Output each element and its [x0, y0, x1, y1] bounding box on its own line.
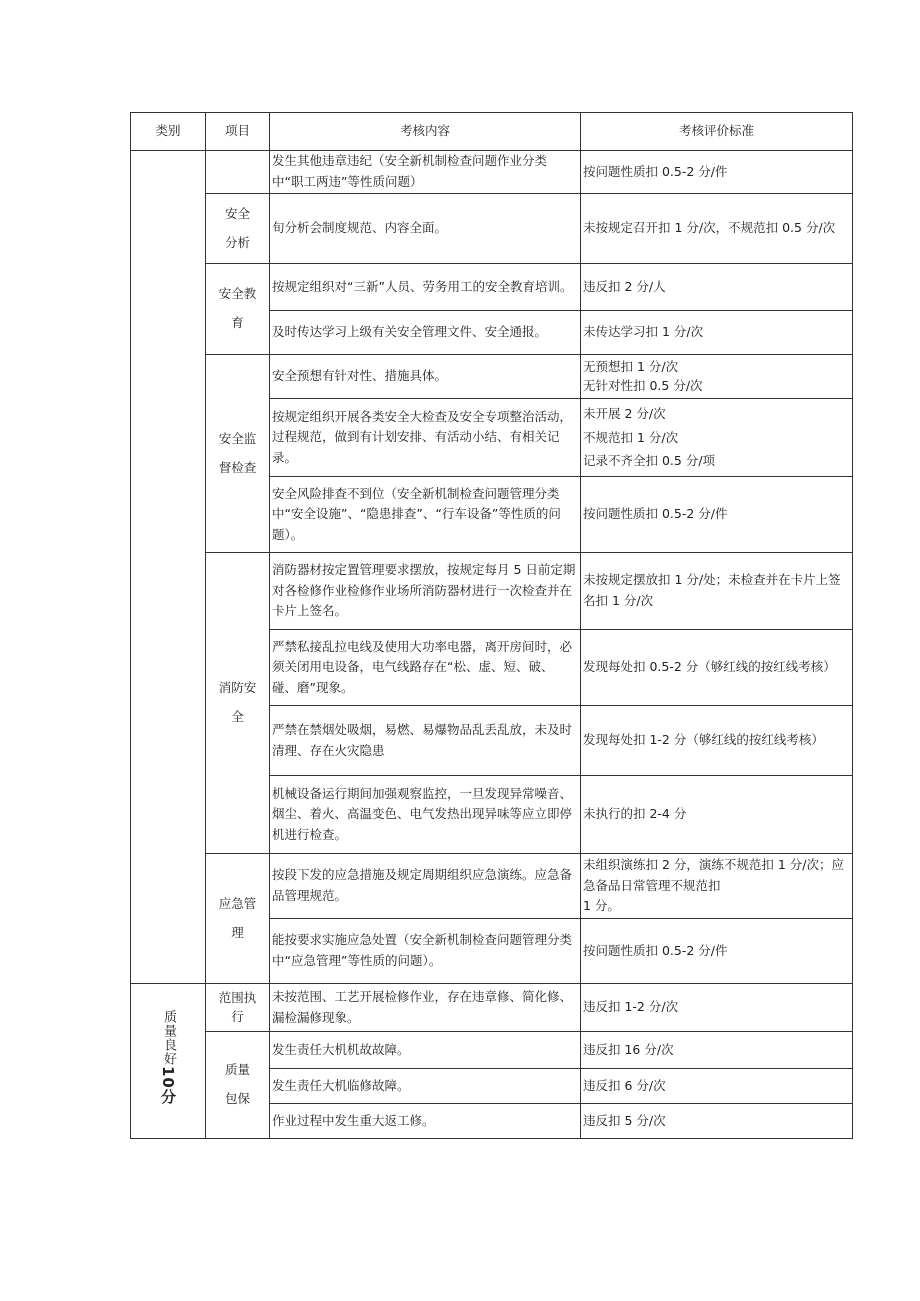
standard-cell: 无预想扣 1 分/次 无针对性扣 0.5 分/次	[581, 355, 853, 399]
table-row	[131, 151, 853, 194]
standard-cell: 违反扣 5 分/次	[581, 1104, 853, 1139]
content-cell: 严禁私接乱拉电线及使用大功率电器，离开房间时，必须关闭用电设备，电气线路存在“松、虚、短、破、碰、磨”现象。	[270, 630, 581, 706]
standard-cell: 未开展 2 分/次 不规范扣 1 分/次 记录不齐全扣 0.5 分/项	[581, 399, 853, 477]
content-cell: 作业过程中发生重大返工修。	[270, 1104, 581, 1139]
header-item: 项目	[206, 113, 270, 151]
header-standard: 考核评价标准	[581, 113, 853, 151]
item-safety-supervision: 安全监 督检查	[206, 355, 270, 553]
item-quality-warranty: 质量 包保	[206, 1032, 270, 1139]
content-cell: 未按范围、工艺开展检修作业，存在违章修、简化修、漏检漏修现象。	[270, 984, 581, 1032]
table-row	[131, 854, 853, 919]
item-scope-execution: 范围执 行	[206, 984, 270, 1032]
standard-cell: 未按规定摆放扣 1 分/处；未检查并在卡片上签名扣 1 分/次	[581, 553, 853, 630]
content-cell: 按段下发的应急措施及规定周期组织应急演练。应急备品管理规范。	[270, 854, 581, 919]
content-cell: 发生责任大机临修故障。	[270, 1069, 581, 1104]
standard-cell: 按问题性质扣 0.5-2 分/件	[581, 919, 853, 984]
content-cell: 能按要求实施应急处置（安全新机制检查问题管理分类中“应急管理”等性质的问题）。	[270, 919, 581, 984]
content-cell: 及时传达学习上级有关安全管理文件、安全通报。	[270, 311, 581, 355]
item-safety-analysis: 安全 分析	[206, 194, 270, 264]
content-cell: 发生其他违章违纪（安全新机制检查问题作业分类中“职工两违”等性质问题）	[270, 151, 581, 194]
standard-cell: 违反扣 1-2 分/次	[581, 984, 853, 1032]
table-row	[131, 355, 853, 399]
content-cell: 发生责任大机机故故障。	[270, 1032, 581, 1069]
standard-cell: 未传达学习扣 1 分/次	[581, 311, 853, 355]
content-cell: 按规定组织对“三新”人员、劳务用工的安全教育培训。	[270, 264, 581, 311]
standard-cell: 按问题性质扣 0.5-2 分/件	[581, 151, 853, 194]
assessment-table	[130, 112, 853, 1139]
content-cell: 机械设备运行期间加强观察监控，一旦发现异常噪音、烟尘、着火、高温变色、电气发热出现异味等应立即停机进行检查。	[270, 776, 581, 854]
standard-cell: 违反扣 16 分/次	[581, 1032, 853, 1069]
content-cell: 严禁在禁烟处吸烟，易燃、易爆物品乱丢乱放，未及时清理、存在火灾隐患	[270, 706, 581, 776]
content-cell: 按规定组织开展各类安全大检查及安全专项整治活动，过程规范，做到有计划安排、有活动小结、有相关记录。	[270, 399, 581, 477]
item-cell-empty	[206, 151, 270, 194]
item-emergency: 应急管 理	[206, 854, 270, 984]
content-cell: 安全风险排查不到位（安全新机制检查问题管理分类中“安全设施”、“隐患排查”、“行车设备”等性质的问题）。	[270, 477, 581, 553]
standard-cell: 未按规定召开扣 1 分/次，不规范扣 0.5 分/次	[581, 194, 853, 264]
item-fire-safety: 消防安 全	[206, 553, 270, 854]
table-row	[131, 264, 853, 311]
standard-cell: 按问题性质扣 0.5-2 分/件	[581, 477, 853, 553]
content-cell: 旬分析会制度规范、内容全面。	[270, 194, 581, 264]
header-content: 考核内容	[270, 113, 581, 151]
standard-cell: 违反扣 2 分/人	[581, 264, 853, 311]
standard-cell: 未组织演练扣 2 分，演练不规范扣 1 分/次；应急备品日常管理不规范扣 1 分。	[581, 854, 853, 919]
category-quality-score: 10分	[159, 1066, 177, 1106]
standard-cell: 发现每处扣 1-2 分（够红线的按红线考核）	[581, 706, 853, 776]
table-row	[131, 553, 853, 630]
category-cell-quality	[131, 984, 206, 1139]
category-cell-safety	[131, 151, 206, 984]
table-row	[131, 984, 853, 1032]
category-quality-text: 质量良好	[161, 1010, 176, 1067]
content-cell: 安全预想有针对性、措施具体。	[270, 355, 581, 399]
table-row	[131, 1032, 853, 1069]
standard-cell: 违反扣 6 分/次	[581, 1069, 853, 1104]
table-row	[131, 194, 853, 264]
header-category: 类别	[131, 113, 206, 151]
content-cell: 消防器材按定置管理要求摆放，按规定每月 5 日前定期对各检修作业检修作业场所消防器材进行一次检查并在卡片上签名。	[270, 553, 581, 630]
category-quality-label	[159, 1010, 177, 1105]
standard-cell: 未执行的扣 2-4 分	[581, 776, 853, 854]
header-row	[131, 113, 853, 151]
item-safety-education: 安全教 育	[206, 264, 270, 355]
standard-cell: 发现每处扣 0.5-2 分（够红线的按红线考核）	[581, 630, 853, 706]
